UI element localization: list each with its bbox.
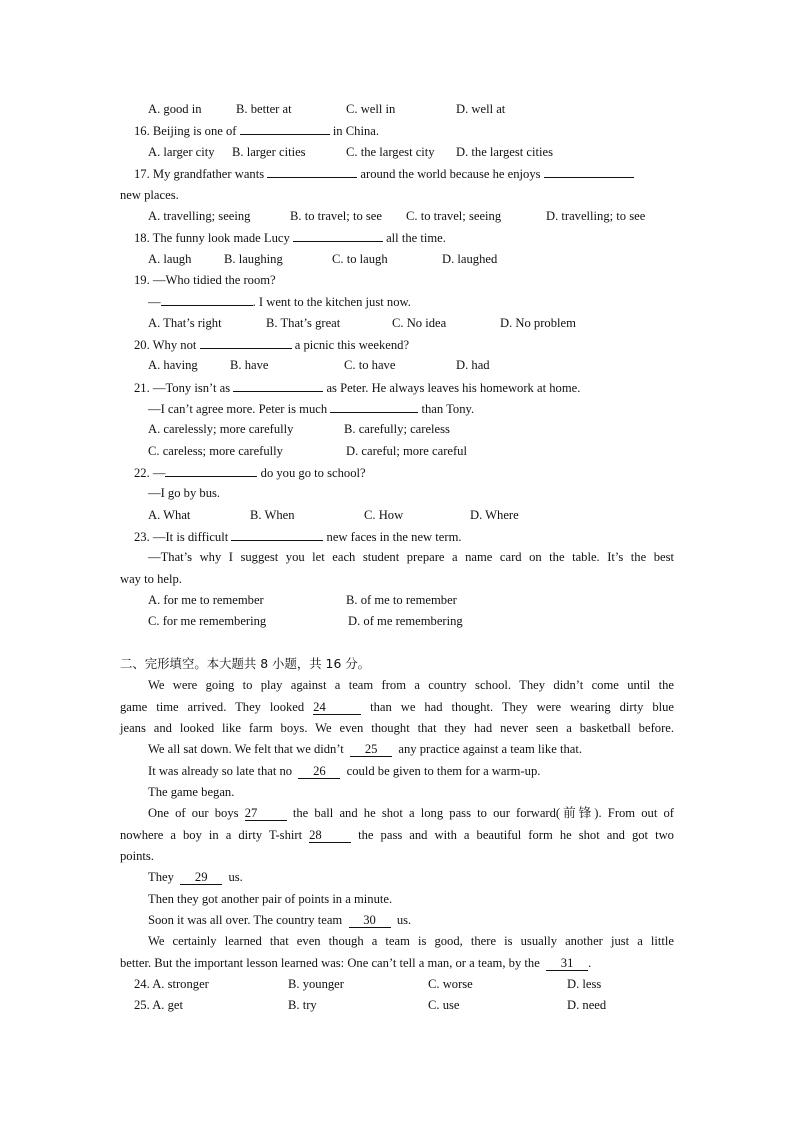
answer-blank xyxy=(200,334,292,349)
passage-line xyxy=(120,825,674,846)
option-c: C. to have xyxy=(344,358,396,372)
question-text: 18. The funny look made Lucy xyxy=(134,231,290,245)
passage-text: It was already so late that no xyxy=(148,764,293,778)
question-text: —I can’t agree more. Peter is much xyxy=(148,402,328,416)
passage-text: . xyxy=(588,956,592,970)
option-d: D. travelling; to see xyxy=(546,209,646,223)
passage-text: us. xyxy=(396,913,412,927)
question-20 xyxy=(134,334,409,356)
passage-line xyxy=(120,953,591,974)
question-text: all the time. xyxy=(386,231,446,245)
passage-text: One of our boys xyxy=(148,806,239,820)
answer-blank xyxy=(233,377,323,392)
option-b: B. have xyxy=(230,358,269,372)
option-a: 24. A. stronger xyxy=(134,977,209,991)
question-17-cont: new places. xyxy=(120,188,179,202)
cloze-blank-25: 25 xyxy=(350,742,392,757)
option-b: B. When xyxy=(250,508,295,522)
cloze-blank-29: 29 xyxy=(180,870,222,885)
passage-line xyxy=(120,697,674,718)
passage-line: We were going to play against a team from a country school. They didn’t come until the xyxy=(148,678,674,692)
option-a: 25. A. get xyxy=(134,998,183,1012)
question-text: do you go to school? xyxy=(260,466,366,480)
question-text: 23. —It is difficult xyxy=(134,530,229,544)
answer-blank xyxy=(240,120,330,135)
passage-text: any practice against a team like that. xyxy=(398,742,582,756)
cloze-blank-28: 28 xyxy=(309,828,351,843)
passage-line: We certainly learned that even though a team is good, there is usually another just a little xyxy=(148,934,674,948)
option-c: C. well in xyxy=(346,102,396,116)
question-23-reply-cont: way to help. xyxy=(120,572,182,586)
passage-line xyxy=(148,739,582,760)
passage-line xyxy=(148,910,411,931)
option-a: A. having xyxy=(148,358,198,372)
question-text: 22. — xyxy=(134,466,166,480)
option-b: B. larger cities xyxy=(232,145,306,159)
option-a: A. for me to remember xyxy=(148,593,264,607)
question-19: 19. —Who tidied the room? xyxy=(134,273,276,287)
option-c: C. for me remembering xyxy=(148,614,267,628)
option-d: D. careful; more careful xyxy=(346,444,467,458)
option-c: C. careless; more carefully xyxy=(148,444,283,458)
answer-blank xyxy=(293,227,383,242)
passage-line xyxy=(148,803,674,824)
option-c: C. the largest city xyxy=(346,145,435,159)
option-a: A. What xyxy=(148,508,191,522)
question-text: a picnic this weekend? xyxy=(294,338,410,352)
question-23-reply: —That’s why I suggest you let each student prepare a name card on the table. It’s the best xyxy=(148,550,674,564)
option-c: C. No idea xyxy=(392,316,447,330)
answer-blank xyxy=(544,163,634,178)
option-a: A. larger city xyxy=(148,145,215,159)
passage-text: Soon it was all over. The country team xyxy=(148,913,343,927)
passage-text: better. But the important lesson learned was: One can’t tell a man, or a team, by the xyxy=(120,956,540,970)
question-text: than Tony. xyxy=(421,402,475,416)
option-d: D. less xyxy=(567,977,602,991)
passage-line: The game began. xyxy=(148,785,235,799)
option-d: D. had xyxy=(456,358,490,372)
option-b: B. better at xyxy=(236,102,292,116)
question-text: in China. xyxy=(332,124,379,138)
question-16 xyxy=(134,120,379,142)
question-text: — xyxy=(148,295,161,309)
cloze-blank-30: 30 xyxy=(349,913,391,928)
passage-line: Then they got another pair of points in a minute. xyxy=(148,892,393,906)
passage-text: than we had thought. They were wearing dirty blue xyxy=(370,700,675,714)
option-d: D. laughed xyxy=(442,252,498,266)
question-text: 21. —Tony isn’t as xyxy=(134,381,231,395)
passage-text: the ball and he shot a long pass to our forward(前锋). From out of xyxy=(292,806,675,820)
section-heading: 二、完形填空。本大题共 8 小题，共 16 分。 xyxy=(120,656,371,671)
passage-text: the pass and with a beautiful form he shot and got two xyxy=(358,828,674,842)
question-17 xyxy=(134,163,634,185)
passage-line xyxy=(148,761,540,782)
question-23 xyxy=(134,526,462,548)
option-a: A. That’s right xyxy=(148,316,222,330)
answer-blank xyxy=(231,526,323,541)
option-a: A. laugh xyxy=(148,252,192,266)
question-text: as Peter. He always leaves his homework at home. xyxy=(326,381,581,395)
option-b: B. That’s great xyxy=(266,316,341,330)
answer-blank xyxy=(330,398,418,413)
option-a: A. travelling; seeing xyxy=(148,209,251,223)
option-d: D. the largest cities xyxy=(456,145,553,159)
question-18 xyxy=(134,227,446,249)
option-b: B. of me to remember xyxy=(346,593,457,607)
question-text: around the world because he enjoys xyxy=(360,167,541,181)
question-19-reply xyxy=(148,291,411,313)
question-text: 16. Beijing is one of xyxy=(134,124,237,138)
option-d: D. well at xyxy=(456,102,506,116)
option-d: D. Where xyxy=(470,508,519,522)
option-c: C. to laugh xyxy=(332,252,388,266)
passage-text: nowhere a boy in a dirty T-shirt xyxy=(120,828,303,842)
option-c: C. How xyxy=(364,508,404,522)
question-22 xyxy=(134,462,366,484)
option-d: D. of me remembering xyxy=(348,614,463,628)
passage-text: We all sat down. We felt that we didn’t xyxy=(148,742,344,756)
passage-line xyxy=(148,867,243,888)
question-text: . I went to the kitchen just now. xyxy=(252,295,411,309)
option-d: D. No problem xyxy=(500,316,576,330)
option-b: B. laughing xyxy=(224,252,283,266)
cloze-blank-31: 31 xyxy=(546,956,588,971)
cloze-blank-26: 26 xyxy=(298,764,340,779)
answer-blank xyxy=(161,291,253,306)
question-text: 20. Why not xyxy=(134,338,197,352)
answer-blank xyxy=(267,163,357,178)
cloze-blank-24: 24 xyxy=(313,700,361,715)
option-c: C. worse xyxy=(428,977,473,991)
question-text: 17. My grandfather wants xyxy=(134,167,265,181)
option-d: D. need xyxy=(567,998,607,1012)
passage-text: game time arrived. They looked xyxy=(120,700,305,714)
passage-text: us. xyxy=(228,870,243,884)
answer-blank xyxy=(165,462,257,477)
question-21 xyxy=(134,377,580,399)
cloze-blank-27: 27 xyxy=(245,806,287,821)
option-b: B. to travel; to see xyxy=(290,209,382,223)
passage-line: jeans and looked like farm boys. We even thought that they had never seen a basketball before. xyxy=(120,721,674,735)
option-b: B. carefully; careless xyxy=(344,422,450,436)
passage-text: They xyxy=(148,870,174,884)
question-text: new faces in the new term. xyxy=(326,530,462,544)
option-a: A. carelessly; more carefully xyxy=(148,422,294,436)
option-c: C. to travel; seeing xyxy=(406,209,502,223)
question-21-reply xyxy=(148,398,474,420)
passage-text: could be given to them for a warm-up. xyxy=(346,764,541,778)
option-c: C. use xyxy=(428,998,460,1012)
question-22-reply: —I go by bus. xyxy=(148,486,221,500)
option-a: A. good in xyxy=(148,102,202,116)
option-b: B. try xyxy=(288,998,317,1012)
option-b: B. younger xyxy=(288,977,344,991)
passage-line: points. xyxy=(120,849,154,863)
